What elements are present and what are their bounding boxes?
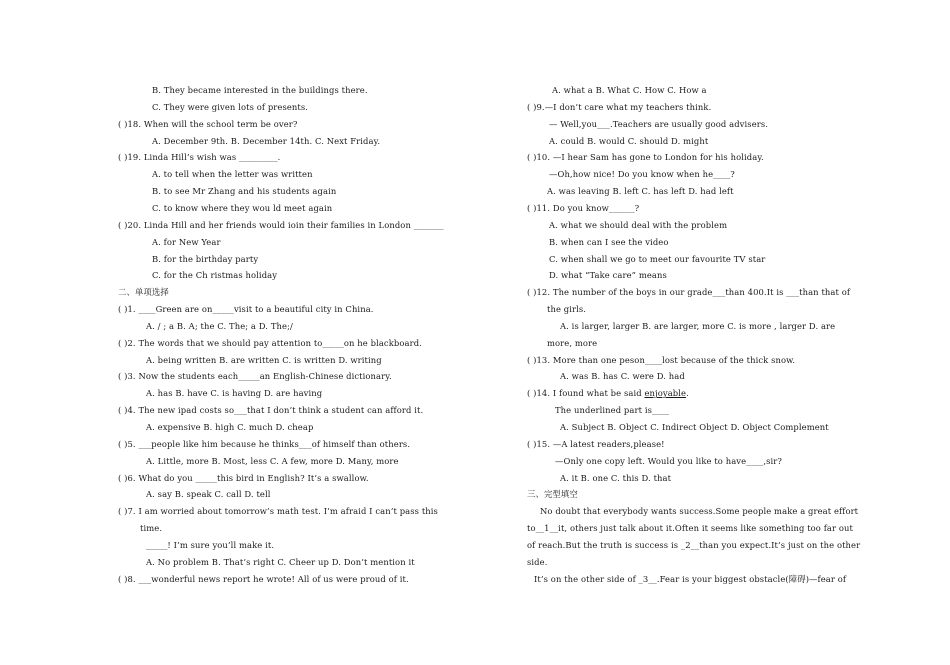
- right-line-8: ( )11. Do you know______?: [527, 202, 640, 213]
- right-line-30: It’s on the other side of _3__.Fear is your biggest obstacle(障碍)—fear of: [534, 573, 847, 584]
- right-line-10: B. when can I see the video: [549, 236, 669, 247]
- right-line-26: No doubt that everybody wants success.Some people make a great effort: [540, 506, 859, 517]
- left-line-1: B. They became interested in the buildings there.: [152, 85, 368, 95]
- left-line-24: ( )6. What do you _____this bird in English? It’s a swallow.: [118, 472, 369, 483]
- right-line-18: A. was B. has C. were D. had: [560, 371, 685, 382]
- right-line-7: A. was leaving B. left C. has left D. had left: [547, 186, 734, 197]
- right-line-28: of reach.But the truth is success is _2__than you expect.It’s just on the other: [527, 539, 861, 550]
- left-line-18: ( )3. Now the students each_____an English-Chinese dictionary.: [118, 371, 392, 382]
- right-line-29: side.: [527, 556, 548, 567]
- left-line-21: A. expensive B. high C. much D. cheap: [146, 422, 314, 432]
- left-line-28: _____! I’m sure you’ll make it.: [146, 539, 275, 550]
- left-line-26: ( )7. I am worried about tomorrow’s math test. I’m afraid I can’t pass this: [118, 506, 438, 517]
- left-line-5: ( )19. Linda Hill’s wish was _________.: [118, 152, 281, 163]
- right-line-13: ( )12. The number of the boys in our grade___than 400.It is ___than that of: [527, 287, 851, 298]
- right-line-2: ( )9.—I don’t care what my teachers think.: [527, 101, 712, 112]
- left-line-14: ( )1. ____Green are on_____visit to a beautiful city in China.: [118, 304, 374, 315]
- left-line-6: A. to tell when the letter was written: [152, 169, 313, 180]
- left-line-27: time.: [140, 523, 163, 534]
- left-line-17: A. being written B. are written C. is written D. writing: [146, 354, 382, 365]
- left-line-7: B. to see Mr Zhang and his students again: [152, 186, 337, 197]
- right-line-22: ( )15. —A latest readers,please!: [527, 438, 665, 449]
- right-line-3: — Well,you___.Teachers are usually good advisers.: [549, 118, 769, 129]
- left-line-16: ( )2. The words that we should pay attention to_____on he blackboard.: [118, 337, 422, 348]
- right-line-5: ( )10. —I hear Sam has gone to London for his holiday.: [527, 152, 764, 163]
- left-line-19: A. has B. have C. is having D. are having: [146, 388, 323, 399]
- left-line-9: ( )20. Linda Hill and her friends would ioin their families in London _______: [118, 219, 444, 230]
- right-line-4: A. could B. would C. should D. might: [549, 135, 709, 146]
- right-line-20: The underlined part is____: [555, 405, 670, 416]
- right-line-25: 三、完型填空: [527, 489, 578, 500]
- right-line-1: A. what a B. What C. How C. How a: [552, 85, 707, 95]
- left-line-10: A. for New Year: [152, 236, 221, 247]
- right-line-17: ( )13. More than one peson____lost because of the thick snow.: [527, 354, 796, 365]
- right-line-16: more, more: [547, 337, 598, 348]
- left-line-3: ( )18. When will the school term be over?: [118, 118, 298, 129]
- left-line-25: A. say B. speak C. call D. tell: [146, 489, 271, 500]
- right-line-24: A. it B. one C. this D. that: [560, 472, 672, 483]
- right-line-14: the girls.: [547, 304, 587, 315]
- right-line-12: D. what “Take care” means: [549, 270, 667, 281]
- left-line-11: B. for the birthday party: [152, 253, 259, 264]
- left-line-4: A. December 9th. B. December 14th. C. Next Friday.: [152, 135, 381, 146]
- right-line-21: A. Subject B. Object C. Indirect Object D. Object Complement: [560, 422, 829, 432]
- left-line-20: ( )4. The new ipad costs so___that I don’t think a student can afford it.: [118, 405, 424, 416]
- left-line-8: C. to know where they wou ld meet again: [152, 202, 333, 213]
- right-line-11: C. when shall we go to meet our favourite TV star: [549, 253, 766, 264]
- underlined-word: enjoyable: [644, 388, 687, 399]
- right-line-19: ( )14. I found what be said enjoyable.: [527, 388, 689, 399]
- right-line-15: A. is larger, larger B. are larger, more C. is more , larger D. are: [560, 320, 836, 331]
- left-line-30: ( )8. ___wonderful news report he wrote! All of us were proud of it.: [118, 573, 409, 584]
- right-line-6: —Oh,how nice! Do you know when he____?: [549, 169, 735, 180]
- right-line-9: A. what we should deal with the problem: [549, 219, 728, 230]
- left-line-29: A. No problem B. That’s right C. Cheer up D. Don’t mention it: [146, 556, 415, 567]
- left-line-23: A. Little, more B. Most, less C. A few, more D. Many, more: [146, 455, 399, 466]
- right-line-23: —Only one copy left. Would you like to have____,sir?: [555, 455, 782, 466]
- left-line-13: 二、单项选择: [118, 287, 169, 298]
- left-line-12: C. for the Ch ristmas holiday: [152, 270, 278, 281]
- left-line-2: C. They were given lots of presents.: [152, 101, 309, 112]
- left-line-15: A. / ; a B. A; the C. The; a D. The;/: [146, 320, 293, 331]
- right-line-27: to__1__it, others just talk about it.Often it seems like something too far out: [527, 523, 853, 534]
- left-line-22: ( )5. ___people like him because he thinks___of himself than others.: [118, 438, 411, 449]
